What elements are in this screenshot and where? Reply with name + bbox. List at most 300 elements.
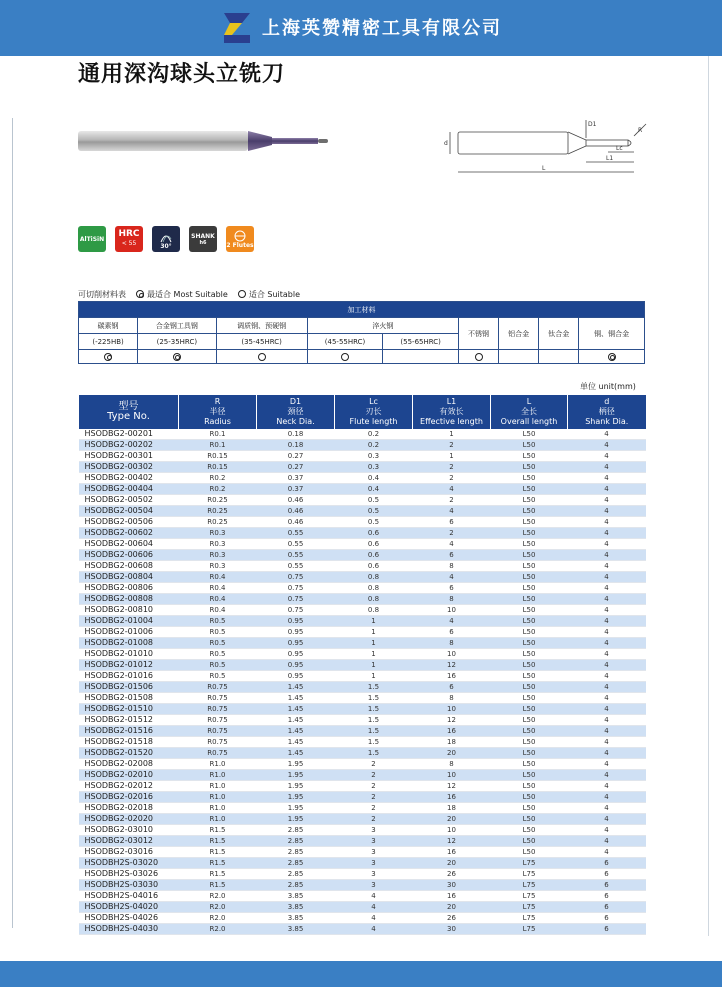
table-row [79, 880, 646, 891]
table-cell: 4 [568, 583, 646, 594]
suitability-cell [499, 350, 539, 364]
hardness-hrc-icon [115, 226, 143, 252]
header-bar [0, 0, 722, 56]
table-cell: HSODBH2S-03026 [79, 869, 179, 880]
table-cell: 0.6 [335, 539, 413, 550]
table-cell: HSODBG2-00502 [79, 495, 179, 506]
table-cell: HSODBG2-03016 [79, 847, 179, 858]
table-row [79, 660, 646, 671]
table-row [79, 847, 646, 858]
table-cell: HSODBG2-01016 [79, 671, 179, 682]
badge-altisin-text: AlTiSiN [79, 235, 105, 243]
table-cell: HSODBG2-00504 [79, 506, 179, 517]
table-cell: HSODBG2-02020 [79, 814, 179, 825]
table-cell: L50 [491, 748, 568, 759]
table-cell: 4 [413, 572, 491, 583]
table-cell: 2.85 [257, 847, 335, 858]
table-row [79, 671, 646, 682]
table-cell: 3.85 [257, 891, 335, 902]
table-cell: 0.5 [335, 506, 413, 517]
table-cell: 6 [568, 924, 646, 935]
table-cell: 4 [413, 616, 491, 627]
table-row [79, 583, 646, 594]
table-cell: L50 [491, 638, 568, 649]
table-cell: 4 [568, 847, 646, 858]
material-titanium: 钛合金 [539, 318, 579, 350]
table-cell: L50 [491, 528, 568, 539]
table-cell: 0.18 [257, 440, 335, 451]
table-cell: 0.8 [335, 605, 413, 616]
table-cell: HSODBG2-00202 [79, 440, 179, 451]
table-cell: HSODBH2S-03030 [79, 880, 179, 891]
material-hrc-55-65: (55-65HRC) [383, 334, 459, 350]
feature-badges [78, 226, 254, 252]
table-cell: 4 [568, 726, 646, 737]
table-cell: 4 [568, 737, 646, 748]
table-cell: 3 [335, 825, 413, 836]
table-cell: 1.45 [257, 726, 335, 737]
table-cell: 0.95 [257, 649, 335, 660]
table-cell: 1.5 [335, 748, 413, 759]
table-cell: 8 [413, 638, 491, 649]
table-cell: L75 [491, 858, 568, 869]
table-cell: HSODBG2-00602 [79, 528, 179, 539]
table-cell: R0.15 [179, 462, 257, 473]
legend-label: 可切削材料表 [78, 290, 126, 299]
company-logo-icon [222, 11, 252, 45]
table-cell: 4 [413, 539, 491, 550]
table-cell: L50 [491, 792, 568, 803]
table-cell: 12 [413, 781, 491, 792]
left-edge-line [12, 118, 13, 928]
table-row [79, 759, 646, 770]
table-cell: R0.25 [179, 506, 257, 517]
table-cell: L50 [491, 473, 568, 484]
table-cell: 8 [413, 561, 491, 572]
table-cell: 4 [568, 561, 646, 572]
table-cell: R2.0 [179, 924, 257, 935]
table-cell: HSODBG2-01512 [79, 715, 179, 726]
table-cell: L50 [491, 660, 568, 671]
table-cell: 6 [413, 583, 491, 594]
dimension-drawing [436, 112, 652, 184]
table-cell: 4 [568, 660, 646, 671]
table-cell: 1.95 [257, 781, 335, 792]
table-cell: R0.3 [179, 561, 257, 572]
drawing-label-l: L [542, 165, 546, 172]
table-cell: R0.3 [179, 528, 257, 539]
material-carbon-steel-range: (-225HB) [79, 334, 138, 350]
column-header: D1 颈径 Neck Dia. [257, 395, 335, 429]
table-cell: L50 [491, 594, 568, 605]
material-hrc-45-55: (45-55HRC) [307, 334, 383, 350]
table-cell: R0.3 [179, 539, 257, 550]
table-cell: R0.2 [179, 473, 257, 484]
table-cell: 0.4 [335, 484, 413, 495]
table-cell: 6 [413, 627, 491, 638]
table-cell: 0.46 [257, 495, 335, 506]
table-cell: 4 [335, 924, 413, 935]
table-cell: R0.5 [179, 638, 257, 649]
column-header: L1 有效长 Effective length [413, 395, 491, 429]
table-cell: R0.75 [179, 726, 257, 737]
table-cell: 4 [413, 506, 491, 517]
table-row [79, 726, 646, 737]
table-cell: 18 [413, 737, 491, 748]
table-cell: L50 [491, 495, 568, 506]
table-cell: 4 [568, 792, 646, 803]
table-cell: L50 [491, 704, 568, 715]
table-cell: 4 [568, 704, 646, 715]
table-cell: 0.55 [257, 528, 335, 539]
table-cell: 0.2 [335, 429, 413, 440]
table-row [79, 528, 646, 539]
material-alloy-steel-range: (25-35HRC) [138, 334, 216, 350]
table-cell: R0.4 [179, 594, 257, 605]
table-cell: 0.4 [335, 473, 413, 484]
table-cell: HSODBG2-01008 [79, 638, 179, 649]
table-cell: 0.55 [257, 550, 335, 561]
table-cell: R0.4 [179, 605, 257, 616]
table-cell: L50 [491, 671, 568, 682]
table-cell: 16 [413, 726, 491, 737]
table-cell: L50 [491, 682, 568, 693]
company-name: 上海英赞精密工具有限公司 [262, 18, 502, 39]
table-cell: 0.75 [257, 605, 335, 616]
table-cell: L50 [491, 550, 568, 561]
table-cell: 0.95 [257, 616, 335, 627]
table-cell: 0.75 [257, 572, 335, 583]
table-cell: 1.95 [257, 814, 335, 825]
table-cell: 0.95 [257, 627, 335, 638]
table-cell: 1.5 [335, 682, 413, 693]
table-cell: 0.75 [257, 594, 335, 605]
unit-label: 单位 unit(mm) [580, 382, 636, 391]
table-cell: 1 [335, 671, 413, 682]
table-cell: 6 [413, 550, 491, 561]
table-row [79, 451, 646, 462]
double-circle-icon [136, 290, 144, 298]
table-cell: 6 [568, 858, 646, 869]
table-cell: 4 [568, 759, 646, 770]
spec-table [78, 395, 646, 935]
table-cell: 16 [413, 847, 491, 858]
table-cell: 4 [568, 616, 646, 627]
table-row [79, 539, 646, 550]
table-row [79, 649, 646, 660]
table-cell: HSODBG2-01006 [79, 627, 179, 638]
table-cell: 3.85 [257, 924, 335, 935]
table-cell: 1.95 [257, 792, 335, 803]
two-flutes-icon [226, 226, 254, 252]
table-cell: R1.0 [179, 781, 257, 792]
table-row [79, 836, 646, 847]
page-title: 通用深沟球头立铣刀 [78, 62, 286, 87]
table-cell: R0.2 [179, 484, 257, 495]
table-row [79, 572, 646, 583]
material-stainless: 不锈钢 [458, 318, 498, 350]
table-cell: R1.0 [179, 803, 257, 814]
table-cell: 0.6 [335, 561, 413, 572]
helix-angle-icon [152, 226, 180, 252]
table-cell: 8 [413, 759, 491, 770]
table-cell: L50 [491, 627, 568, 638]
table-cell: R0.15 [179, 451, 257, 462]
table-row [79, 605, 646, 616]
table-cell: 4 [568, 605, 646, 616]
table-cell: L50 [491, 781, 568, 792]
table-cell: 6 [568, 869, 646, 880]
table-cell: 0.8 [335, 583, 413, 594]
table-cell: HSODBG2-01012 [79, 660, 179, 671]
table-cell: HSODBG2-02016 [79, 792, 179, 803]
table-cell: 1 [413, 451, 491, 462]
table-cell: 4 [568, 440, 646, 451]
table-cell: 1.45 [257, 682, 335, 693]
table-cell: HSODBG2-00606 [79, 550, 179, 561]
drawing-label-lc: Lc [616, 145, 623, 152]
badge-shank-text: SHANK [191, 232, 215, 240]
table-cell: 12 [413, 836, 491, 847]
table-cell: 3.85 [257, 913, 335, 924]
table-cell: HSODBG2-00806 [79, 583, 179, 594]
table-cell: 0.2 [335, 440, 413, 451]
table-cell: HSODBG2-00302 [79, 462, 179, 473]
table-row [79, 594, 646, 605]
table-cell: 4 [568, 539, 646, 550]
table-cell: 2 [413, 473, 491, 484]
table-cell: R0.4 [179, 572, 257, 583]
table-cell: 2 [335, 792, 413, 803]
table-cell: L50 [491, 429, 568, 440]
table-cell: 1.5 [335, 704, 413, 715]
table-cell: 3.85 [257, 902, 335, 913]
table-cell: R0.3 [179, 550, 257, 561]
table-cell: 0.3 [335, 462, 413, 473]
material-tempered-steel-range: (35-45HRC) [216, 334, 307, 350]
table-row [79, 748, 646, 759]
table-cell: HSODBH2S-03020 [79, 858, 179, 869]
table-cell: 1.45 [257, 748, 335, 759]
table-cell: R1.5 [179, 836, 257, 847]
column-header: 型号 Type No. [79, 395, 179, 429]
table-cell: 4 [568, 572, 646, 583]
table-cell: 6 [568, 913, 646, 924]
table-cell: 16 [413, 671, 491, 682]
table-cell: 12 [413, 715, 491, 726]
table-cell: HSODBG2-01520 [79, 748, 179, 759]
table-cell: 1 [335, 627, 413, 638]
table-cell: 8 [413, 594, 491, 605]
table-cell: L50 [491, 759, 568, 770]
table-cell: 4 [568, 429, 646, 440]
table-cell: HSODBG2-00402 [79, 473, 179, 484]
legend-best: 最适合 Most Suitable [136, 289, 228, 300]
table-cell: 4 [568, 473, 646, 484]
table-cell: R0.5 [179, 616, 257, 627]
table-cell: 4 [568, 649, 646, 660]
table-cell: 0.5 [335, 517, 413, 528]
table-cell: L75 [491, 869, 568, 880]
table-cell: L50 [491, 825, 568, 836]
table-row [79, 858, 646, 869]
material-table [78, 301, 645, 364]
table-cell: 4 [568, 682, 646, 693]
table-cell: 20 [413, 748, 491, 759]
table-row [79, 737, 646, 748]
double-circle-icon [608, 353, 616, 361]
table-cell: 4 [568, 671, 646, 682]
table-cell: 10 [413, 605, 491, 616]
table-cell: R1.0 [179, 814, 257, 825]
table-cell: R1.0 [179, 759, 257, 770]
table-cell: 1 [335, 638, 413, 649]
table-cell: HSODBG2-02012 [79, 781, 179, 792]
table-cell: HSODBG2-02008 [79, 759, 179, 770]
table-cell: L50 [491, 836, 568, 847]
table-cell: 0.6 [335, 550, 413, 561]
column-header: d 柄径 Shank Dia. [568, 395, 646, 429]
table-cell: R1.5 [179, 825, 257, 836]
table-cell: R2.0 [179, 913, 257, 924]
table-cell: 4 [568, 836, 646, 847]
table-cell: 2 [413, 462, 491, 473]
table-cell: HSODBG2-00301 [79, 451, 179, 462]
suitability-cell [579, 350, 645, 364]
table-cell: R1.0 [179, 792, 257, 803]
table-cell: 26 [413, 869, 491, 880]
shank-h6-icon [189, 226, 217, 252]
table-cell: 0.75 [257, 583, 335, 594]
table-cell: 0.46 [257, 517, 335, 528]
table-row [79, 429, 646, 440]
double-circle-icon [173, 353, 181, 361]
table-cell: 0.8 [335, 594, 413, 605]
table-cell: 3 [335, 836, 413, 847]
table-cell: R0.5 [179, 649, 257, 660]
table-cell: 10 [413, 770, 491, 781]
table-row [79, 891, 646, 902]
table-cell: 2 [413, 528, 491, 539]
table-cell: 0.27 [257, 451, 335, 462]
table-row [79, 627, 646, 638]
table-cell: 3 [335, 880, 413, 891]
table-cell: 0.95 [257, 638, 335, 649]
material-legend [78, 289, 300, 300]
table-cell: 0.95 [257, 671, 335, 682]
table-cell: 0.55 [257, 539, 335, 550]
table-row [79, 792, 646, 803]
table-row [79, 682, 646, 693]
table-cell: 12 [413, 660, 491, 671]
table-row [79, 693, 646, 704]
badge-hrc-sub: < 55 [121, 240, 137, 247]
table-cell: 4 [568, 495, 646, 506]
table-cell: 1 [335, 649, 413, 660]
table-cell: HSODBG2-01004 [79, 616, 179, 627]
table-cell: 0.6 [335, 528, 413, 539]
table-cell: 4 [568, 770, 646, 781]
table-cell: R0.5 [179, 671, 257, 682]
table-cell: 2 [335, 814, 413, 825]
table-row [79, 462, 646, 473]
table-cell: 1.45 [257, 737, 335, 748]
table-cell: L50 [491, 770, 568, 781]
table-cell: HSODBG2-00604 [79, 539, 179, 550]
table-cell: 2.85 [257, 825, 335, 836]
table-cell: HSODBG2-01506 [79, 682, 179, 693]
table-cell: L50 [491, 561, 568, 572]
table-row [79, 770, 646, 781]
table-cell: R0.1 [179, 440, 257, 451]
table-cell: 6 [568, 891, 646, 902]
table-cell: 20 [413, 858, 491, 869]
suitability-cell [138, 350, 216, 364]
table-cell: 4 [335, 902, 413, 913]
table-cell: 3 [335, 847, 413, 858]
table-cell: 6 [568, 880, 646, 891]
drawing-label-d1: D1 [588, 121, 597, 128]
table-cell: R0.4 [179, 583, 257, 594]
table-cell: 2 [413, 440, 491, 451]
table-cell: HSODBG2-01508 [79, 693, 179, 704]
table-cell: 4 [568, 462, 646, 473]
table-cell: R0.75 [179, 704, 257, 715]
circle-icon [341, 353, 349, 361]
table-row [79, 715, 646, 726]
table-row [79, 495, 646, 506]
material-table-header: 加工材料 [79, 302, 645, 318]
circle-icon [475, 353, 483, 361]
table-cell: R0.25 [179, 495, 257, 506]
table-cell: L50 [491, 605, 568, 616]
table-cell: 2 [335, 803, 413, 814]
material-carbon-steel: 碳素钢 [79, 318, 138, 334]
table-cell: 1 [335, 616, 413, 627]
table-cell: HSODBH2S-04020 [79, 902, 179, 913]
table-cell: 6 [413, 517, 491, 528]
table-row [79, 561, 646, 572]
spec-table-body [79, 429, 646, 935]
badge-flutes-text: 2 Flutes [226, 241, 254, 249]
table-cell: R1.5 [179, 880, 257, 891]
table-cell: 4 [568, 528, 646, 539]
table-cell: R0.25 [179, 517, 257, 528]
table-row [79, 704, 646, 715]
table-cell: R0.75 [179, 693, 257, 704]
table-cell: 1 [335, 660, 413, 671]
table-cell: HSODBH2S-04026 [79, 913, 179, 924]
suitability-cell [79, 350, 138, 364]
table-cell: 1.45 [257, 704, 335, 715]
table-cell: 4 [568, 825, 646, 836]
footer-bar [0, 961, 722, 987]
table-row [79, 473, 646, 484]
end-mill-photo [76, 126, 332, 156]
table-row [79, 825, 646, 836]
table-cell: L50 [491, 451, 568, 462]
drawing-label-l1: L1 [606, 155, 614, 162]
spec-table-header [79, 395, 646, 429]
table-cell: L50 [491, 693, 568, 704]
table-cell: 4 [568, 638, 646, 649]
table-cell: 1.5 [335, 715, 413, 726]
table-cell: 0.55 [257, 561, 335, 572]
table-cell: L50 [491, 649, 568, 660]
table-cell: 30 [413, 924, 491, 935]
table-cell: 2 [335, 759, 413, 770]
table-cell: HSODBG2-00804 [79, 572, 179, 583]
